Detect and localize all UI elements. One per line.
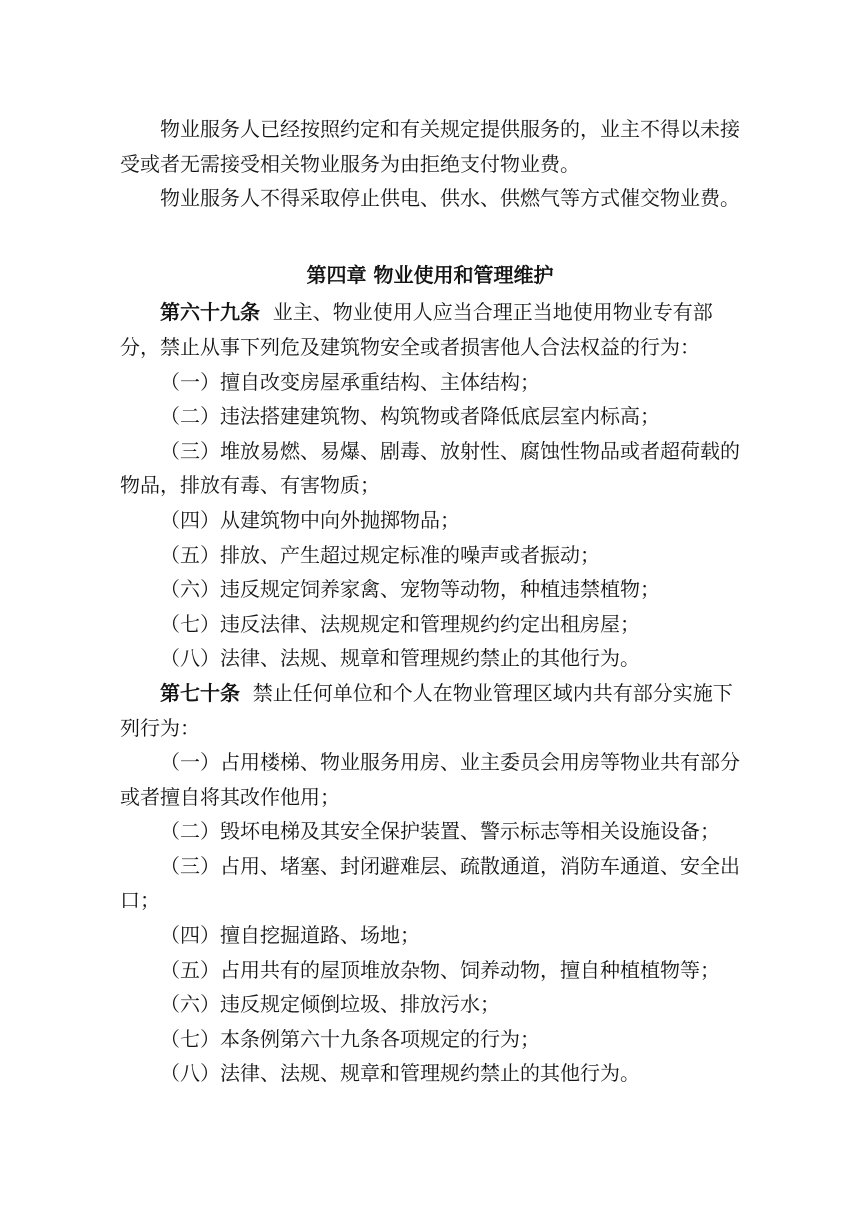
article-69-item-7: （七）违反法律、法规规定和管理规约约定出租房屋； (160, 611, 640, 636)
article-70-item-3: （三）占用、堵塞、封闭避难层、疏散通道，消防车通道、安全出口； (120, 853, 740, 913)
article-70-item-2: （二）毁坏电梯及其安全保护装置、警示标志等相关设施设备； (160, 819, 720, 844)
article-69-intro (120, 295, 740, 364)
spacer (120, 216, 740, 251)
chapter-title: 第四章 物业使用和管理维护 (306, 262, 554, 287)
article-69-item-8: （八）法律、法规、规章和管理规约禁止的其他行为。 (160, 646, 640, 671)
article-69-text: 业主、物业使用人应当合理正当地使用物业专有部分，禁止从事下列危及建筑物安全或者损害他人合法权益的行为： (120, 300, 713, 359)
article-70-item-4: （四）擅自挖掘道路、场地； (160, 923, 420, 948)
article-69-item-3: （三）堆放易燃、易爆、剧毒、放射性、腐蚀性物品或者超荷载的物品，排放有毒、有害物质； (120, 438, 740, 498)
article-69-item-5: （五）排放、产生超过规定标准的噪声或者振动； (160, 542, 600, 567)
article-69-item-2: （二）违法搭建建筑物、构筑物或者降低底层室内标高； (160, 404, 660, 429)
article-70-item-1: （一）占用楼梯、物业服务用房、业主委员会用房等物业共有部分或者擅自将其改作他用； (120, 750, 740, 809)
article-70-item-6: （六）违反规定倾倒垃圾、排放污水； (160, 992, 500, 1017)
article-69-item-4: （四）从建筑物中向外抛掷物品； (160, 507, 460, 532)
article-69-label: 第六十九条 (160, 300, 260, 325)
article-70-label: 第七十条 (160, 680, 240, 705)
article-69-item-6: （六）违反规定饲养家禽、宠物等动物，种植违禁植物； (160, 577, 660, 602)
paragraph-no-service-cutoff: 物业服务人不得采取停止供电、供水、供燃气等方式催交物业费。 (160, 186, 740, 211)
article-70-text: 禁止任何单位和个人在物业管理区域内共有部分实施下列行为： (120, 680, 733, 740)
article-70-intro (120, 676, 740, 745)
article-69-item-1: （一）擅自改变房屋承重结构、主体结构； (160, 369, 540, 394)
paragraph-payment-obligation: 物业服务人已经按照约定和有关规定提供服务的，业主不得以未接受或者无需接受相关物业服务为由拒绝支付物业费。 (120, 117, 740, 176)
article-separator (240, 681, 253, 705)
article-70-item-5: （五）占用共有的屋顶堆放杂物、饲养动物，擅自种植植物等； (160, 957, 720, 982)
article-70-item-7: （七）本条例第六十九条各项规定的行为； (160, 1026, 540, 1051)
article-70-item-8: （八）法律、法规、规章和管理规约禁止的其他行为。 (160, 1061, 640, 1086)
article-separator (260, 300, 273, 324)
